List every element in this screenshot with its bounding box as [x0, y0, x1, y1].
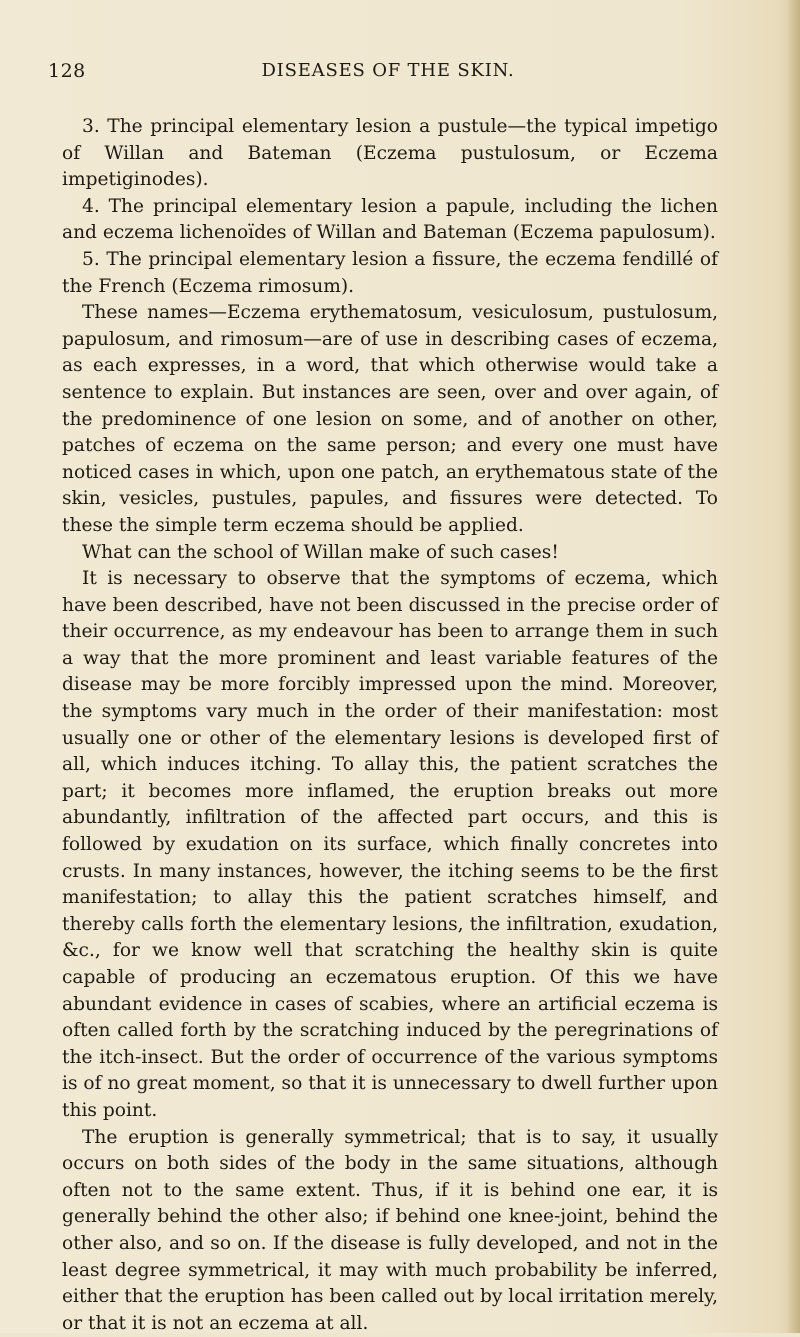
paragraph-names: These names—Eczema erythematosum, vesiculosum, pustulosum, papulosum, and rimosum—are of use in describing cases of eczema, as each expresses, in a word, that which otherwise would take a sentence to explain. But instances are seen, over and over again, of the predominence of one lesion on some, and of another on other, patches of eczema on the same person; and every one must have noticed cases in which, upon one patch, an erythematous state of the skin, vesicles, pustules, papules, and fissures were detected. To these the simple term eczema should be applied.	[62, 302, 718, 536]
paragraph-symptom-order: It is necessary to observe that the symptoms of eczema, which have been described, have not been discussed in the precise order of their occurrence, as my endeavour has been to arrange them in such a way that the more prominent and least variable features of the disease may be more forcibly impressed upon the mind. Moreover, the symptoms vary much in the order of their manifestation: most usually one or other of the elementary lesions is developed first of all, which induces itching. To allay this, the patient scratches the part; it becomes more inflamed, the eruption breaks out more abundantly, infiltration of the affected part occurs, and this is followed by exudation on its surface, which finally concretes into crusts. In many instances, however, the itching seems to be the first manifestation; to allay this the patient scratches himself, and thereby calls forth the elementary lesions, the infiltration, exudation, &c., for we know well that scratching the healthy skin is quite capable of producing an eczematous eruption. Of this we have abundant evidence in cases of scabies, where an artificial eczema is often called forth by the scratching induced by the peregrinations of the itch-insect. But the order of occurrence of the various symptoms is of no great moment, so that it is unnecessary to dwell further upon this point.	[62, 568, 718, 1121]
body-text	[62, 114, 718, 1337]
paragraph-pustule: 3. The principal elementary lesion a pustule—the typical impetigo of Willan and Bateman (Eczema pustulosum, or Eczema impetiginodes).	[62, 116, 718, 191]
running-title: DISEASES OF THE SKIN.	[261, 60, 515, 81]
paragraph-question: What can the school of Willan make of such cases!	[82, 541, 559, 563]
paragraph-fissure: 5. The principal elementary lesion a fissure, the eczema fendillé of the French (Eczema rimosum).	[62, 248, 718, 297]
page-header	[48, 60, 728, 84]
page-number: 128	[48, 60, 86, 82]
paragraph-papule: 4. The principal elementary lesion a papule, including the lichen and eczema lichenoïdes of Willan and Bateman (Eczema papulosum).	[62, 195, 718, 244]
page-edge-shadow	[786, 0, 800, 1333]
paragraph-symmetry: The eruption is generally symmetrical; that is to say, it usually occurs on both sides of the body in the same situations, although often not to the same extent. Thus, if it is behind one ear, it is generally behind the other also; if behind one knee-joint, behind the other also, and so on. If the disease is fully developed, and not in the least degree symmetrical, it may with much probability be inferred, either that the eruption has been called out by local irritation merely, or that it is not an eczema at all.	[62, 1126, 718, 1334]
